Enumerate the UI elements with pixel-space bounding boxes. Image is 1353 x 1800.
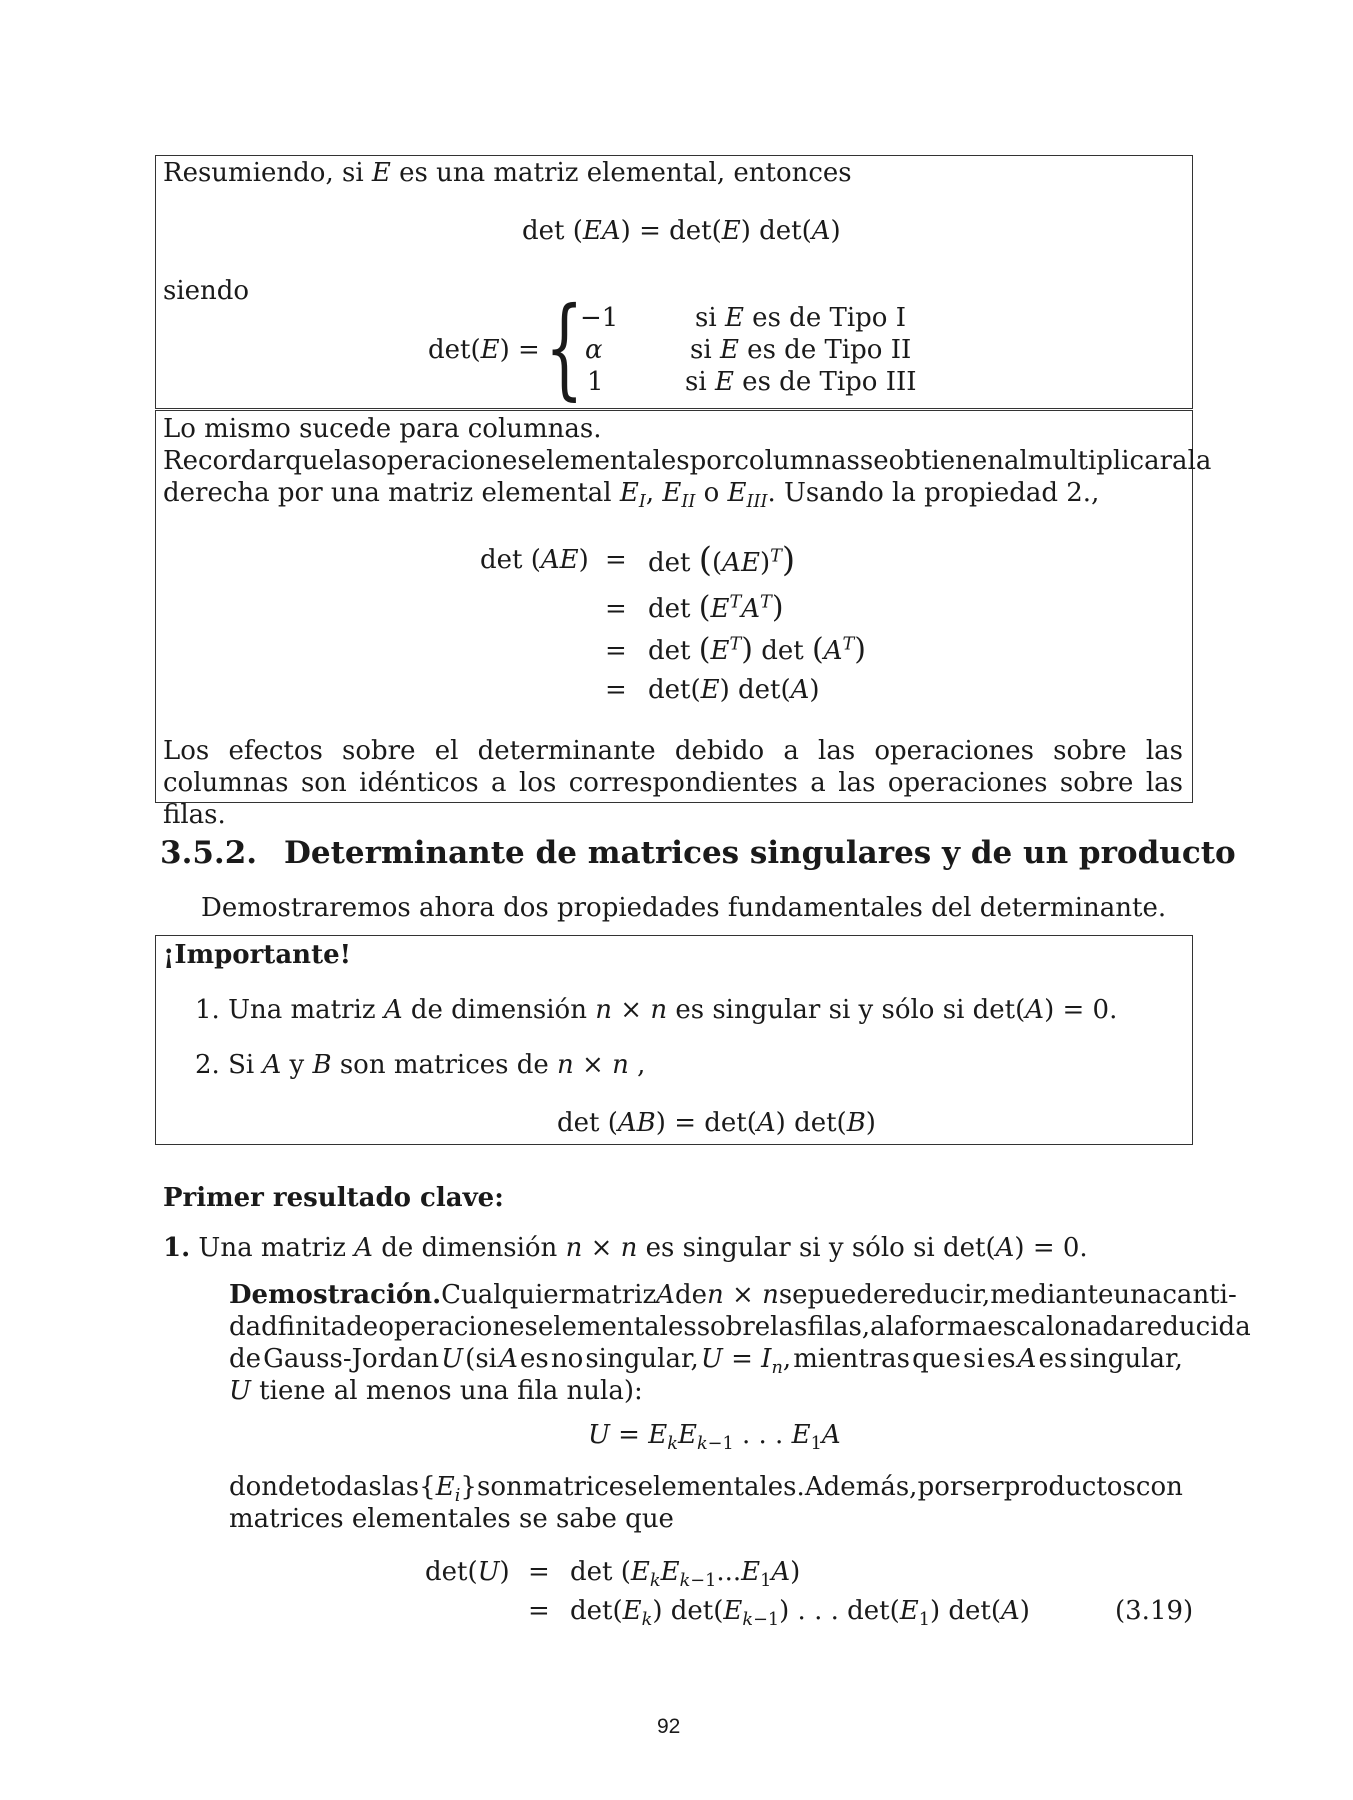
- equation-number: (3.19): [1115, 1596, 1194, 1626]
- result-statement-number: 1.: [163, 1233, 191, 1263]
- section-number: 3.5.2.: [160, 835, 258, 871]
- box2-line2a: Recordar que las operaciones elementales por columnas se obtienen al multiplicar a la: [163, 446, 1212, 476]
- deriv-eq-1: =: [605, 545, 627, 575]
- det-u-rhs-2: $\det(E_k)$ $\det(E_{k-1})$ . . . $\det(E_1)$ det(A): [570, 1596, 1030, 1631]
- section-title: Determinante de matrices singulares y de un producto: [284, 835, 1236, 871]
- case-condition-1: si E es de Tipo I: [695, 303, 906, 333]
- summary-box: [155, 155, 1193, 409]
- deriv-rhs-3: $\det (E^T)$ $\det (A^T)$: [648, 632, 866, 667]
- case-condition-2: si E es de Tipo II: [690, 335, 912, 365]
- proof-line-4: U tiene al menos una fila nula):: [229, 1376, 643, 1406]
- after-line-1: donde todas las $\{E_i\}$ son matrices elementales. Además, por ser productos con: [229, 1472, 1183, 1507]
- important-item-2: 2. Si A y B son matrices de n × n ,: [195, 1050, 646, 1080]
- case-condition-3: si E es de Tipo III: [685, 367, 917, 397]
- deriv-rhs-2: $\det (E^TA^T)$: [648, 590, 784, 625]
- left-brace: {: [545, 283, 584, 411]
- det-u-eq-2: =: [528, 1596, 550, 1626]
- case-value-1: −1: [580, 303, 619, 333]
- box1-main-equation: det (EA) = det(E) det(A): [522, 216, 841, 246]
- equation-u: $U = E_kE_{k-1}$ . . . $E_1A$: [588, 1420, 841, 1455]
- det-u-lhs: det(U): [425, 1557, 510, 1587]
- deriv-rhs-4: det(E) det(A): [648, 675, 820, 705]
- proof-line-1: Demostración. Cualquier matriz A de n × n se puede reducir, mediante una canti-: [229, 1280, 1237, 1310]
- important-item-1: 1. Una matriz A de dimensión n × n es singular si y sólo si det(A) = 0.: [195, 995, 1118, 1025]
- after-line-2: matrices elementales se sabe que: [229, 1504, 674, 1534]
- det-u-rhs-1: $\det (E_kE_{k-1}...E_1A)$: [570, 1557, 801, 1592]
- case-value-3: 1: [587, 367, 604, 397]
- box1-siendo: siendo: [163, 276, 250, 306]
- det-u-eq-1: =: [528, 1557, 550, 1587]
- case-value-2: α: [585, 335, 603, 365]
- important-equation: det (AB) = det(A) det(B): [557, 1108, 876, 1138]
- box2-conclusion: Los efectos sobre el determinante debido a las operaciones sobre las columnas son idénticos a los correspondientes a las operaciones sobre las filas.: [163, 736, 1183, 830]
- section-intro: Demostraremos ahora dos propiedades fundamentales del determinante.: [201, 893, 1167, 923]
- proof-line-2: dad finita de operaciones elementales sobre las filas, a la forma escalonada reducida: [229, 1312, 1251, 1342]
- page-number: 92: [657, 1715, 681, 1738]
- deriv-lhs: det (AE): [480, 545, 589, 575]
- deriv-eq-2: =: [605, 594, 627, 624]
- result-statement: 1. Una matriz A de dimensión n × n es singular si y sólo si det(A) = 0.: [163, 1233, 1088, 1263]
- box2-line2b: derecha por una matriz elemental $E_I$, $E_{II}$ o $E_{III}$. Usando la propiedad 2.,: [163, 478, 1100, 513]
- box2-line1: Lo mismo sucede para columnas.: [163, 414, 602, 444]
- proof-line-3: de Gauss-Jordan U (si A es no singular, $U = I_n$, mientras que si es A es singular,: [229, 1344, 1183, 1379]
- important-heading: ¡Importante!: [163, 940, 352, 970]
- deriv-rhs-1: det ((AE)$^T$): [648, 540, 796, 580]
- deriv-eq-3: =: [605, 636, 627, 666]
- box1-intro: Resumiendo, si E es una matriz elemental, entonces: [163, 158, 852, 188]
- deriv-eq-4: =: [605, 675, 627, 705]
- result-heading: Primer resultado clave:: [163, 1183, 504, 1213]
- det-e-lhs: det(E) =: [428, 335, 540, 365]
